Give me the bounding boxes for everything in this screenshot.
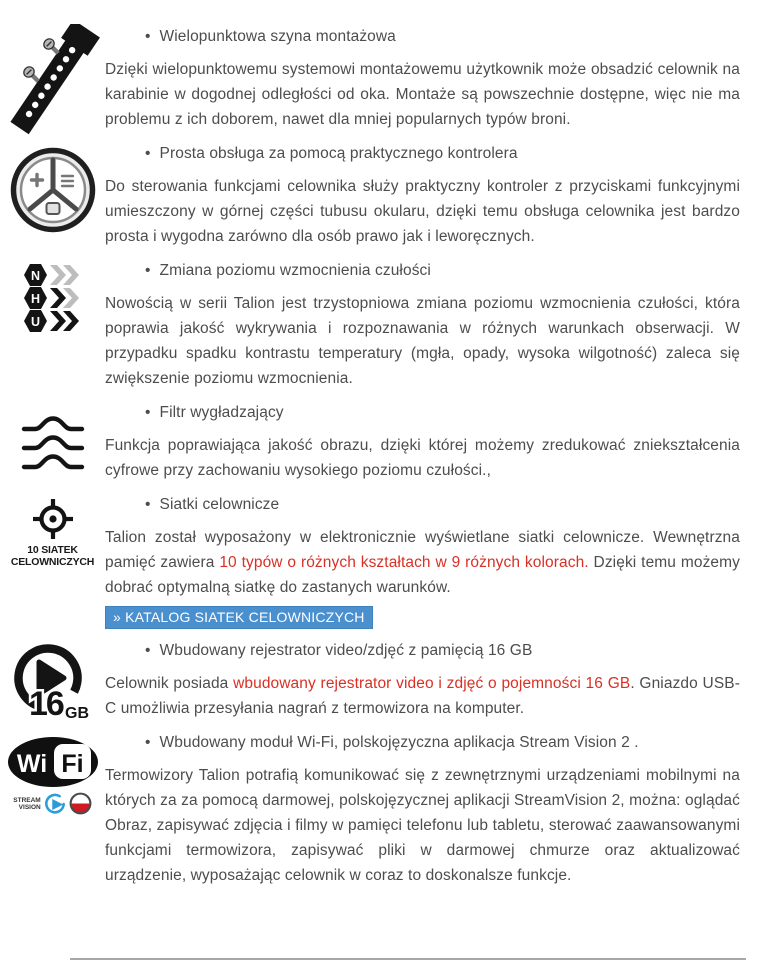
bullet-glyph: • bbox=[145, 734, 151, 751]
feature-heading-text: Prosta obsługa za pomocą praktycznego kontrolera bbox=[159, 145, 518, 162]
polish-flag-icon bbox=[69, 792, 92, 815]
smoothing-filter-icon bbox=[21, 414, 85, 472]
bullet-glyph: • bbox=[145, 28, 151, 45]
feature-heading bbox=[145, 28, 740, 46]
stream-vision-logo bbox=[13, 792, 91, 815]
feature-heading-text: Filtr wygładzający bbox=[159, 404, 284, 421]
reticle-caption: 10 SIATEK CELOWNICZYCH bbox=[10, 544, 95, 568]
feature-paragraph bbox=[105, 433, 740, 483]
paragraph-text: . Gniazdo USB-C umożliwia przesyłania nagrań z termowizora na komputer. bbox=[105, 675, 740, 717]
stream-vision-label: STREAM VISION bbox=[13, 796, 41, 811]
bullet-glyph: • bbox=[145, 496, 151, 513]
bullet-glyph: • bbox=[145, 262, 151, 279]
feature-heading bbox=[145, 145, 740, 163]
feature-section-controller bbox=[0, 145, 762, 249]
reticle-catalog-link[interactable]: » KATALOG SIATEK CELOWNICZYCH bbox=[105, 606, 373, 629]
feature-section-filter bbox=[0, 404, 762, 483]
feature-heading bbox=[145, 404, 740, 422]
bullet-glyph: • bbox=[145, 404, 151, 421]
highlight-red: wbudowany rejestrator video i zdjęć o pojemności 16 GB bbox=[233, 675, 631, 692]
mounting-rail-icon bbox=[5, 24, 100, 136]
feature-heading bbox=[145, 262, 740, 280]
video-recorder-icon-box bbox=[0, 642, 105, 722]
feature-paragraph bbox=[105, 57, 740, 132]
wifi-logo-icon bbox=[7, 736, 99, 788]
bullet-glyph: • bbox=[145, 642, 151, 659]
feature-heading-text: Wbudowany moduł Wi-Fi, polskojęzyczna aplikacja Stream Vision 2 . bbox=[159, 734, 639, 751]
gain-level-row bbox=[24, 310, 82, 332]
feature-heading-text: Zmiana poziomu wzmocnienia czułości bbox=[159, 262, 431, 279]
gain-levels-icon-box bbox=[0, 264, 105, 332]
feature-heading bbox=[145, 642, 740, 660]
paragraph-text: Talion został wyposażony w elektronicznie wyświetlane siatki celownicze. Wewnętrzna pamięć zawiera bbox=[105, 529, 740, 571]
highlight-red: 10 typów o różnych kształtach w 9 różnych kolorach. bbox=[219, 554, 589, 571]
paragraph-text: Dzięki wielopunktowemu systemowi montażowemu użytkownik może obsadzić celownik na karabinie w dogodnej odległości od oka. Montaże są powszechnie dostępne, więc nie ma problemu z ich doborem, nawet dla mniej popularnych typów broni. bbox=[105, 61, 740, 128]
gain-level-row bbox=[24, 287, 82, 309]
svg-text:U: U bbox=[30, 314, 40, 329]
feature-heading bbox=[145, 496, 740, 514]
bullet-glyph: • bbox=[145, 145, 151, 162]
svg-text:16: 16 bbox=[28, 685, 63, 722]
stream-vision-swirl-icon bbox=[44, 793, 66, 815]
paragraph-text: Celownik posiada bbox=[105, 675, 234, 692]
feature-section-reticle bbox=[0, 496, 762, 629]
svg-text:GB: GB bbox=[64, 705, 89, 722]
feature-section-wifi bbox=[0, 734, 762, 888]
feature-paragraph bbox=[105, 525, 740, 600]
wifi-icon-box bbox=[0, 736, 105, 815]
feature-section-gain bbox=[0, 262, 762, 391]
svg-text:Wi: Wi bbox=[16, 750, 47, 778]
control-dial-icon-box bbox=[0, 147, 105, 233]
feature-heading-text: Siatki celownicze bbox=[159, 496, 280, 513]
svg-text:N: N bbox=[30, 268, 40, 283]
reticle-icon-box bbox=[0, 498, 105, 568]
feature-paragraph bbox=[105, 291, 740, 391]
feature-heading-text: Wbudowany rejestrator video/zdjęć z pamięcią 16 GB bbox=[159, 642, 533, 659]
control-dial-icon bbox=[10, 147, 96, 233]
gain-level-row bbox=[24, 264, 82, 286]
paragraph-text: Nowością w serii Talion jest trzystopniowa zmiana poziomu wzmocnienia czułości, która poprawia jakość wykrywania i rozpoznawania w różnych warunkach obserwacji. W przypadku spadku kontrastu temperatury (mgła, opady, wysoka wilgotność) zaleca się zwiększenie poziomu wzmocnienia. bbox=[105, 295, 740, 387]
feature-heading-text: Wielopunktowa szyna montażowa bbox=[159, 28, 396, 45]
video-recorder-icon bbox=[7, 642, 99, 722]
feature-paragraph bbox=[105, 763, 740, 888]
feature-section-rail bbox=[0, 28, 762, 132]
mounting-rail-icon-box bbox=[0, 24, 105, 136]
smoothing-filter-icon-box bbox=[0, 414, 105, 472]
feature-section-recorder bbox=[0, 642, 762, 721]
feature-paragraph bbox=[105, 174, 740, 249]
svg-text:H: H bbox=[30, 291, 40, 306]
feature-heading bbox=[145, 734, 740, 752]
svg-text:Fi: Fi bbox=[60, 750, 84, 778]
paragraph-text: Funkcja poprawiająca jakość obrazu, dzięki której możemy zredukować zniekształcenia cyfrowe przy zachowaniu wysokiego poziomu czułości., bbox=[105, 437, 740, 479]
paragraph-text: Do sterowania funkcjami celownika służy praktyczny kontroler z przyciskami funkcyjnymi umieszczony w górnej części tubusu okularu, dzięki temu obsługa celownika jest bardzo prosta i wygodna zarówno dla osób prawo jak i leworęcznych. bbox=[105, 178, 740, 245]
paragraph-text: Dzięki temu możemy dobrać optymalną siatkę do zastanych warunków. bbox=[105, 554, 741, 596]
paragraph-text: Termowizory Talion potrafią komunikować się z zewnętrznymi urządzeniami mobilnymi na których za za pomocą darmowej, polskojęzycznej aplikacji StreamVision 2, można: oglądać Obraz, zapisywać zdjęcia i filmy w pamięci telefonu lub tabletu, sterować zaawansowanymi funkcjami termowizora, zapisywać pliki w darmowej chmurze oraz aktualizować urządzenie, wyposażając celownik w coraz to doskonalsze funkcje. bbox=[105, 767, 740, 884]
feature-list bbox=[0, 28, 762, 888]
gain-levels-icon bbox=[24, 264, 82, 332]
feature-paragraph bbox=[105, 671, 740, 721]
reticle-icon bbox=[32, 498, 74, 540]
